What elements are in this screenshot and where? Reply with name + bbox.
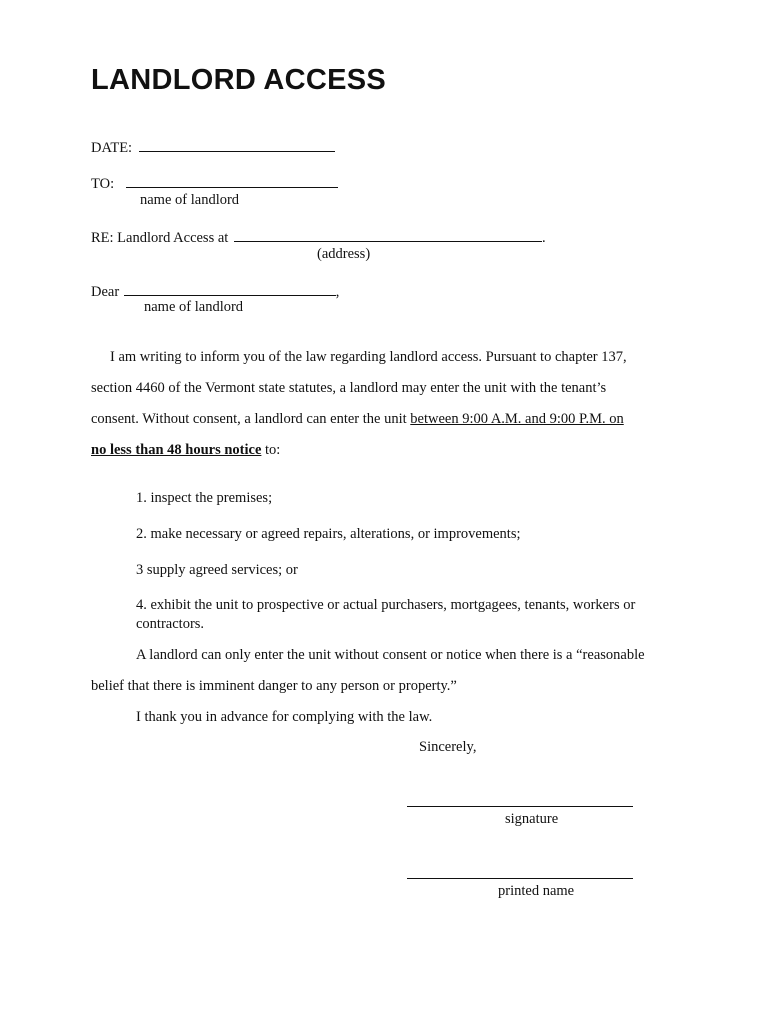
to-row — [91, 174, 338, 193]
re-period: . — [541, 230, 546, 246]
to-caption: name of landlord — [140, 192, 240, 208]
page-title: LANDLORD ACCESS — [91, 64, 387, 96]
thanks-line: I thank you in advance for complying with the law. — [136, 709, 433, 725]
para2-line-2: belief that there is imminent danger to any person or property.” — [91, 678, 457, 694]
list-item-4-line-2: contractors. — [136, 616, 205, 632]
to-label: TO: — [91, 176, 115, 192]
body-line-3 — [91, 411, 624, 428]
date-row — [91, 138, 335, 157]
dear-field[interactable] — [124, 282, 336, 296]
printed-name-caption: printed name — [498, 883, 575, 899]
date-label: DATE: — [91, 140, 133, 156]
dear-caption: name of landlord — [144, 299, 244, 315]
para2-line-1: A landlord can only enter the unit without consent or notice when there is a “reasonable — [136, 647, 645, 663]
body-line-4 — [91, 442, 280, 459]
address-caption: (address) — [317, 246, 371, 262]
signature-line[interactable] — [407, 806, 633, 807]
body-line-3-text: consent. Without consent, a landlord can enter the unit — [91, 411, 411, 427]
re-row — [91, 228, 546, 247]
date-field[interactable] — [139, 138, 335, 152]
list-item-1: 1. inspect the premises; — [136, 490, 273, 506]
list-item-2: 2. make necessary or agreed repairs, alterations, or improvements; — [136, 526, 521, 542]
address-field[interactable] — [234, 228, 542, 242]
body-line-1: I am writing to inform you of the law regarding landlord access. Pursuant to chapter 137, — [110, 349, 627, 365]
dear-label: Dear — [91, 284, 120, 300]
body-line-2: section 4460 of the Vermont state statutes, a landlord may enter the unit with the tenant’s — [91, 380, 607, 396]
notice-requirement-text: no less than 48 hours notice — [91, 442, 262, 458]
re-label: RE: Landlord Access at — [91, 230, 229, 246]
body-line-4-text: to: — [261, 442, 281, 458]
list-item-4-line-1: 4. exhibit the unit to prospective or actual purchasers, mortgagees, tenants, workers or — [136, 597, 636, 613]
printed-name-line[interactable] — [407, 878, 633, 879]
dear-comma: , — [335, 284, 340, 300]
list-item-3: 3 supply agreed services; or — [136, 562, 298, 578]
closing: Sincerely, — [419, 739, 477, 755]
to-field[interactable] — [126, 174, 338, 188]
access-hours-text: between 9:00 A.M. and 9:00 P.M. on — [410, 411, 624, 427]
signature-caption: signature — [505, 811, 559, 827]
